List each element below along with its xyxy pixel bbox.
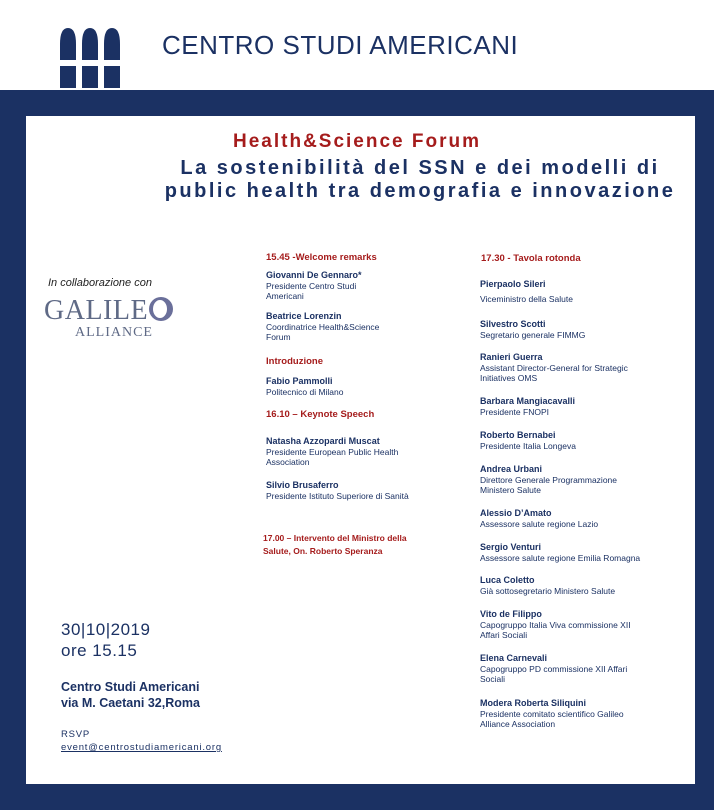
galileo-o-icon [149,297,173,321]
speaker-name: Alessio D’Amato [480,508,552,518]
speaker-name: Roberto Bernabei [480,430,556,440]
speaker-entry [480,352,628,384]
speaker-role: Già sottosegretario Ministero Salute [480,585,616,596]
brand-title: CENTRO STUDI AMERICANI [162,30,519,60]
speaker-name: Modera Roberta Siliquini [480,698,587,708]
forum-subtitle: La sostenibilità del SSN e dei modelli di public health tra demografia e innovazione [164,157,676,202]
speaker-entry [266,311,379,343]
intro-heading: Introduzione [266,356,323,367]
speaker-role: Presidente Istituto Superiore di Sanità [266,490,409,501]
speaker-name: Fabio Pammolli [266,376,333,386]
speaker-name: Silvestro Scotti [480,319,546,329]
speaker-role: Assessore salute regione Emilia Romagna [480,552,641,563]
event-date-time [61,619,150,661]
rsvp-label: RSVP [61,729,91,740]
venue [61,679,200,711]
speaker-role: Direttore Generale Programmazione Ministero Salute [480,474,618,495]
welcome-heading: 15.45 -Welcome remarks [266,252,377,263]
galileo-logo [44,295,173,327]
speaker-name: Giovanni De Gennaro* [266,270,362,280]
speaker-role: Coordinatrice Health&Science Forum [266,321,380,342]
speaker-entry [480,464,617,496]
speaker-role: Assistant Director-General for Strategic Initiatives OMS [480,362,628,383]
speaker-entry [480,542,640,563]
speaker-role: Presidente comitato scientifico Galileo Alliance Association [480,708,624,729]
speaker-name: Silvio Brusaferro [266,480,339,490]
round-table-heading: 17.30 - Tavola rotonda [481,253,581,264]
speaker-entry [480,575,615,596]
speaker-entry [266,480,409,501]
speaker-name: Pierpaolo Sileri [480,279,546,289]
speaker-role: Capogruppo PD commissione XII Affari Sociali [480,663,628,684]
venue-name: Centro Studi Americani [61,680,200,694]
minister-heading: 17.00 – Intervento del Ministro della Salute, On. Roberto Speranza [263,533,407,556]
speaker-entry [480,698,624,730]
speaker-role: Segretario generale FIMMG [480,329,586,340]
keynote-heading: 16.10 – Keynote Speech [266,409,375,420]
rsvp [61,728,222,754]
speaker-name: Sergio Venturi [480,542,542,552]
speaker-role: Presidente FNOPI [480,406,549,417]
speaker-name: Natasha Azzopardi Muscat [266,436,380,446]
speaker-entry [266,436,398,468]
rsvp-email-link[interactable]: event@centrostudiamericani.org [61,742,222,753]
speaker-role: Assessore salute regione Lazio [480,518,599,529]
speaker-role: Capogruppo Italia Viva commissione XII Affari Sociali [480,619,631,640]
speaker-entry [266,376,343,397]
speaker-name: Vito de Filippo [480,609,542,619]
speaker-entry [480,609,631,641]
speaker-name: Beatrice Lorenzin [266,311,342,321]
speaker-name: Barbara Mangiacavalli [480,396,576,406]
speaker-entry [480,653,627,685]
galileo-alliance-text: ALLIANCE [75,325,153,340]
speaker-entry [266,270,362,302]
event-date: 30|10|2019 [61,620,151,639]
collaboration-label: In collaborazione con [48,277,152,289]
speaker-name: Elena Carnevali [480,653,548,663]
forum-title: Health&Science Forum [233,131,481,152]
speaker-name: Luca Coletto [480,575,535,585]
event-time: ore 15.15 [61,641,138,660]
speaker-role: Politecnico di Milano [266,386,344,397]
speaker-entry [480,430,576,451]
speaker-role: Viceministro della Salute [480,293,573,304]
speaker-role: Presidente Centro Studi Americani [266,280,357,301]
speaker-role: Presidente European Public Health Association [266,446,399,467]
speaker-role: Presidente Italia Longeva [480,440,576,451]
venue-address: via M. Caetani 32,Roma [61,696,200,710]
speaker-name: Ranieri Guerra [480,352,543,362]
galileo-logo-text: GALILE [44,295,149,326]
speaker-entry [480,279,573,304]
speaker-entry [480,396,575,417]
speaker-entry [480,319,585,340]
speaker-entry [480,508,598,529]
speaker-name: Andrea Urbani [480,464,543,474]
